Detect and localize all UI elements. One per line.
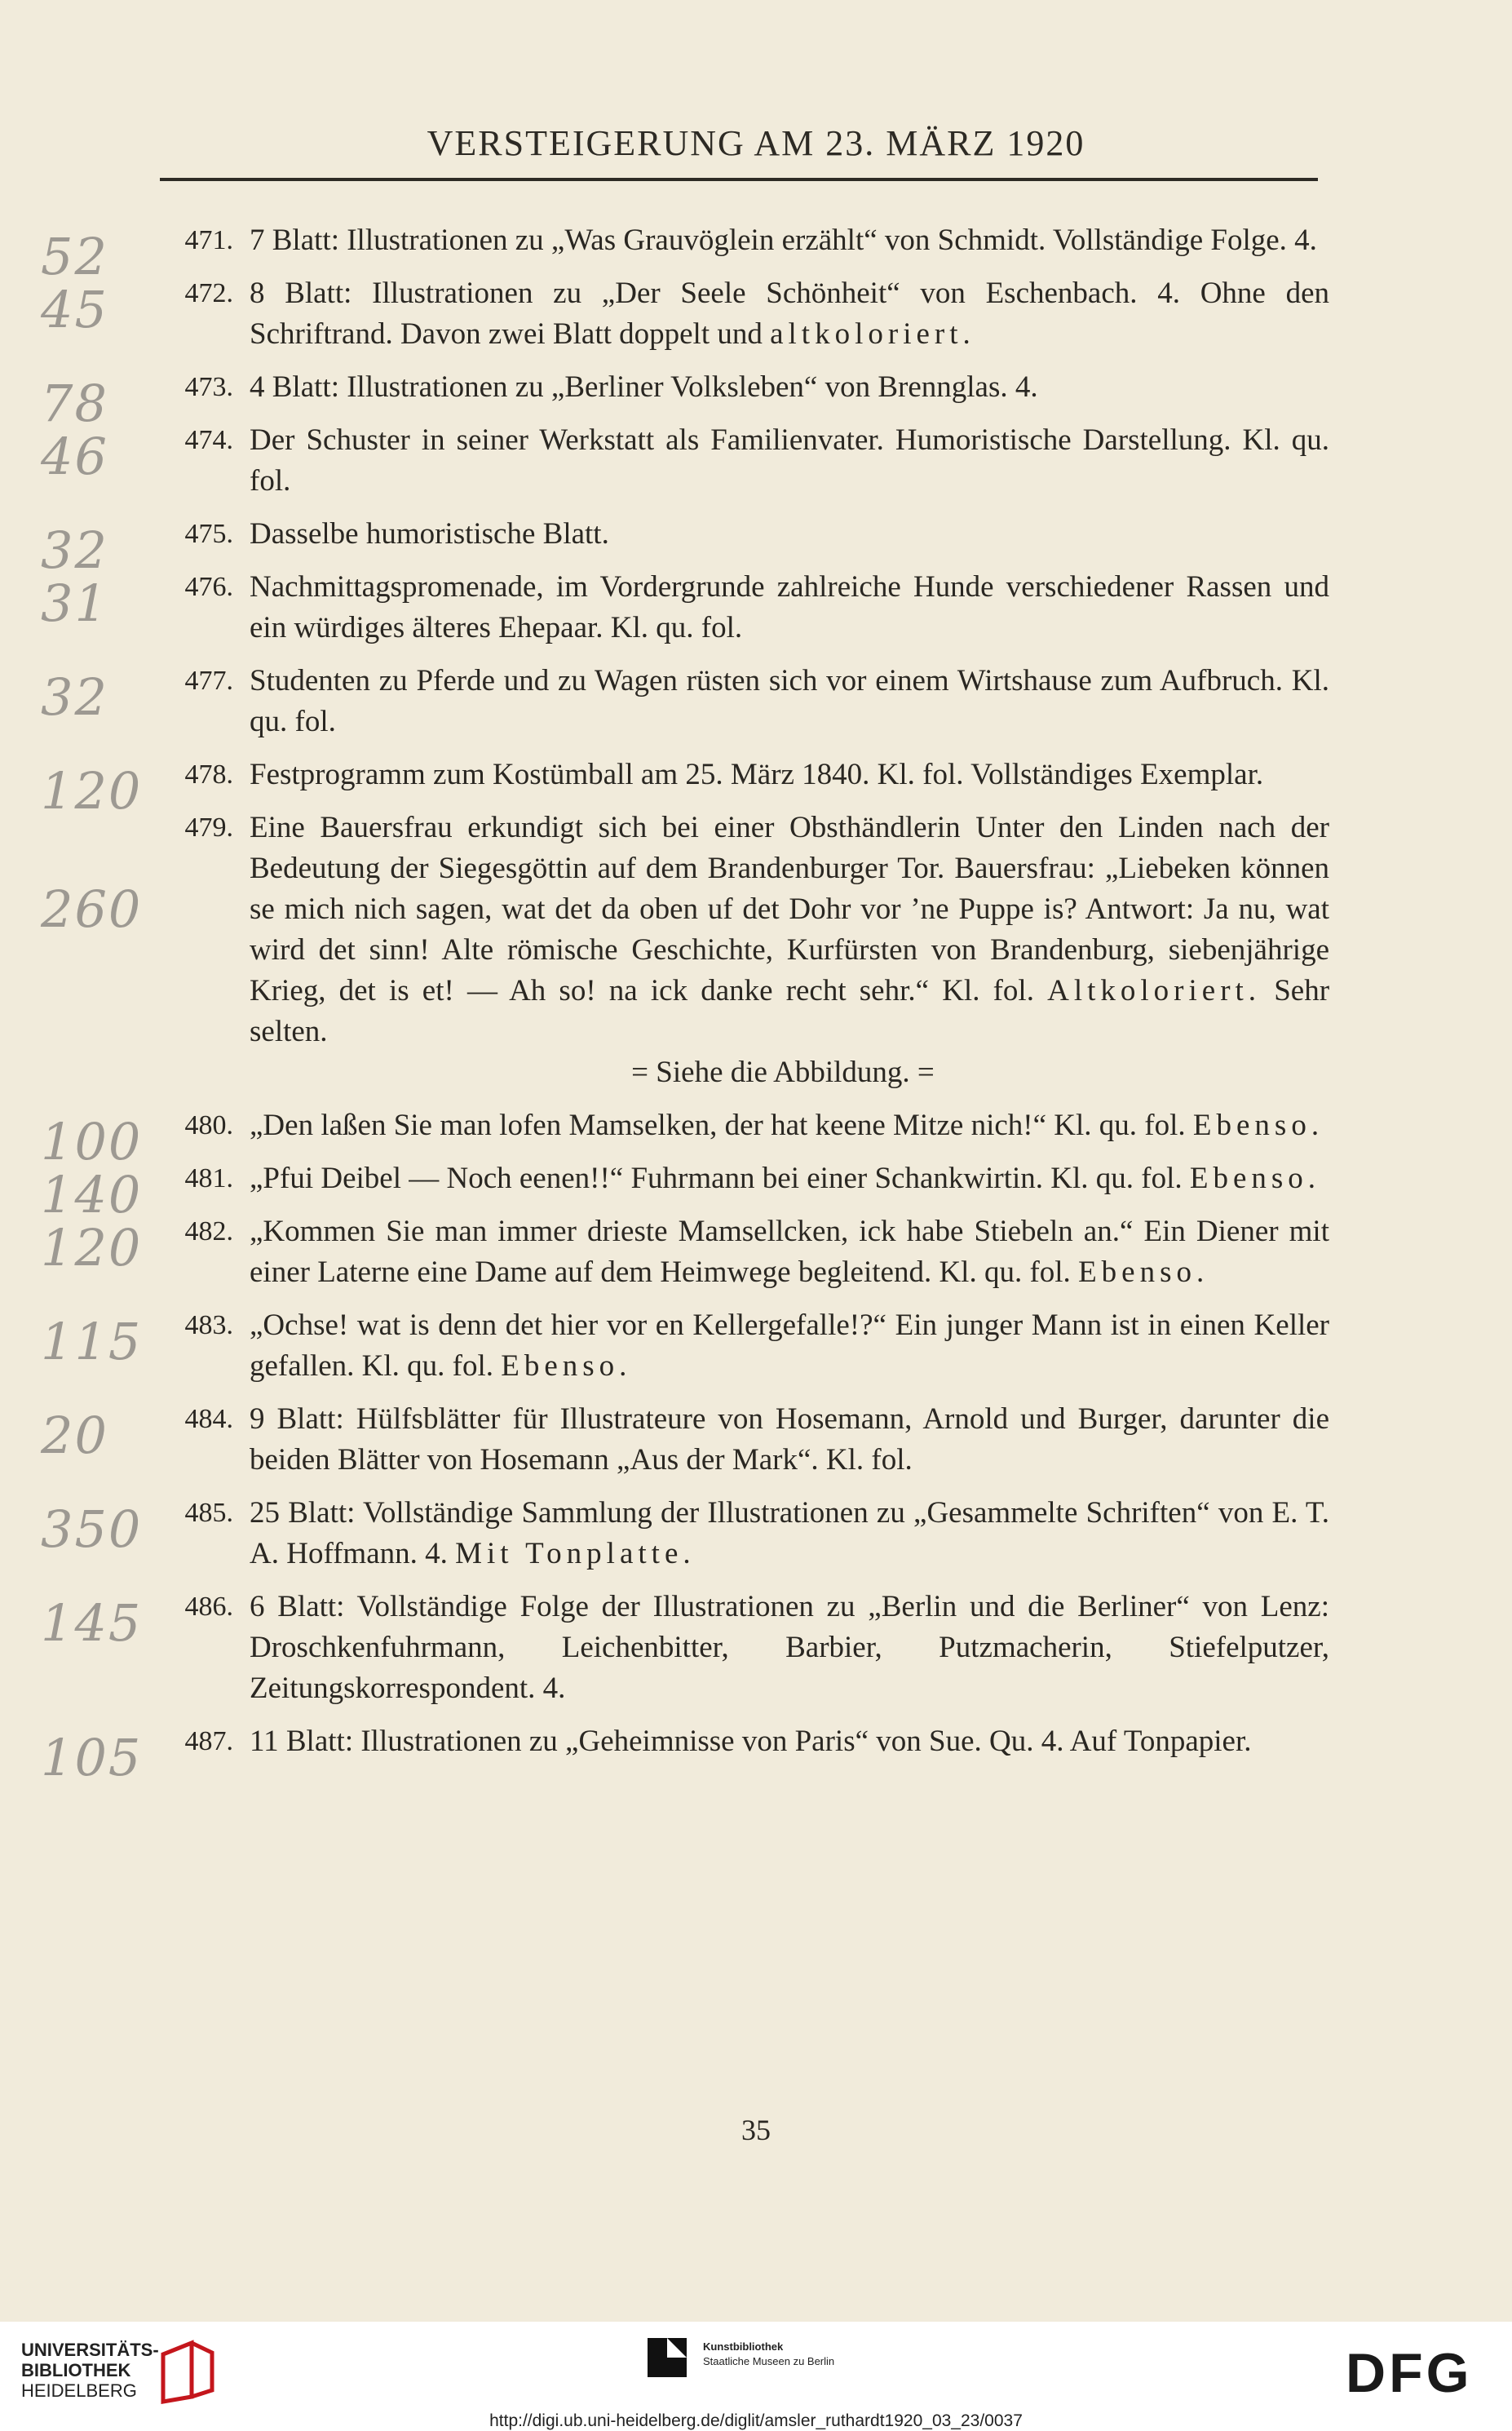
pencil-price: 52: [41, 227, 108, 286]
lot-number: 487.: [184, 1726, 233, 1756]
lot-description: [237, 1158, 1329, 1199]
pencil-price: 100: [41, 1112, 143, 1171]
lot-description: 9 Blatt: Hülfsblätter für Illustrateure von Hosemann, Arnold und Burger, darunter die beiden Blätter von Hosemann „Aus der Mark“. Kl. fol.: [250, 1402, 1329, 1477]
lot-text: 8 Blatt: Illustrationen zu „Der Seele Schönheit“ von Eschenbach. 4. Ohne den Schriftrand. Davon zwei Blatt doppelt und: [250, 277, 1329, 351]
lot-description: 4 Blatt: Illustrationen zu „Berliner Volksleben“ von Brennglas. 4.: [250, 370, 1038, 404]
kunstbibliothek-text: [703, 2340, 834, 2369]
lot-spaced-text: Ebenso.: [1078, 1255, 1209, 1289]
entry-474: [41, 420, 1329, 502]
entry-483: [41, 1305, 1329, 1387]
lot-description: [237, 1305, 1329, 1387]
lot-number: 481.: [184, 1163, 233, 1193]
lot-description: Dasselbe humoristische Blatt.: [250, 517, 609, 551]
entry-480: [41, 1105, 1329, 1171]
pencil-price: 32: [41, 667, 108, 727]
lot-number: 472.: [184, 278, 233, 308]
lot-number: 483.: [184, 1310, 233, 1340]
lot-spaced-text: Mit Tonplatte.: [455, 1537, 696, 1570]
page-number: 35: [741, 2114, 771, 2146]
lot-description: Nachmittagspromenade, im Vordergrunde zahlreiche Hunde verschiedener Rassen und ein würdiges älteres Ehepaar. Kl. qu. fol.: [250, 570, 1329, 644]
entry-487: [41, 1721, 1329, 1787]
pencil-price: 120: [41, 1218, 143, 1277]
uni-emblem-icon: [155, 2340, 220, 2405]
lot-description: 6 Blatt: Vollständige Folge der Illustrationen zu „Berlin und die Berliner“ von Lenz: Droschkenfuhrmann, Leichenbitter, Barbier, Putzmacherin, Stiefelputzer, Zeitungskorrespondent. 4.: [250, 1590, 1329, 1705]
lot-text: „Pfui Deibel — Noch eenen!!“ Fuhrmann bei einer Schankwirtin. Kl. qu. fol.: [250, 1162, 1183, 1195]
lot-number: 482.: [184, 1216, 233, 1246]
entry-478: [41, 755, 1329, 821]
logo-line: BIBLIOTHEK: [21, 2360, 131, 2380]
entry-471: [41, 220, 1329, 286]
lot-description: [237, 1211, 1329, 1293]
pencil-price: 350: [41, 1499, 143, 1559]
dfg-logo[interactable]: DFG: [1346, 2342, 1473, 2404]
header-rule: [160, 178, 1318, 181]
lot-number: 473.: [184, 372, 233, 402]
lot-number: 479.: [184, 813, 233, 843]
pencil-price: 140: [41, 1165, 143, 1224]
lot-text: 25 Blatt: Vollständige Sammlung der Illustrationen zu „Gesammelte Schriften“ von E. T. A. Hoffmann. 4.: [250, 1496, 1329, 1570]
catalog-entries: [41, 220, 1330, 1787]
pencil-price: 45: [41, 280, 108, 339]
lot-tail-text: Sehr selten.: [250, 974, 1330, 1048]
entry-479: [41, 808, 1330, 1093]
entry-484: [41, 1399, 1329, 1481]
lot-number: 474.: [184, 425, 233, 455]
pencil-price: 46: [41, 427, 108, 486]
lot-number: 478.: [184, 759, 233, 790]
lot-description: [237, 808, 1329, 1052]
lot-description: Studenten zu Pferde und zu Wagen rüsten sich vor einem Wirtshause zum Aufbruch. Kl. qu. fol.: [250, 664, 1329, 738]
lot-number: 471.: [184, 225, 233, 255]
lot-number: 477.: [184, 666, 233, 696]
pencil-price: 120: [41, 761, 143, 821]
lot-spaced-text: Ebenso.: [1189, 1162, 1321, 1195]
entry-482: [41, 1211, 1329, 1293]
pencil-price: 145: [41, 1593, 143, 1653]
footer-bar: [0, 2322, 1512, 2431]
entry-475: [41, 514, 1329, 580]
pencil-price: 260: [41, 879, 143, 939]
lot-number: 480.: [184, 1110, 233, 1140]
heidelberg-university-library-logo[interactable]: [21, 2340, 225, 2405]
entry-472: [41, 273, 1329, 355]
pencil-price: 20: [41, 1406, 108, 1465]
lot-description: [237, 1105, 1329, 1146]
entry-481: [41, 1158, 1329, 1224]
logo-line: UNIVERSITÄTS-: [21, 2340, 159, 2360]
figure-reference: = Siehe die Abbildung. =: [631, 1056, 935, 1089]
pencil-price: 31: [41, 573, 108, 633]
lot-spaced-text: Ebenso.: [1192, 1109, 1324, 1142]
lot-description: Festprogramm zum Kostümball am 25. März 1840. Kl. fol. Vollständiges Exemplar.: [250, 758, 1264, 791]
lot-text: „Kommen Sie man immer drieste Mamsellcken, ick habe Stiebeln an.“ Ein Diener mit einer Laterne eine Dame auf dem Heimwege begleitend. Kl. qu. fol.: [250, 1215, 1329, 1289]
lot-number: 475.: [184, 519, 233, 549]
lot-number: 484.: [184, 1404, 233, 1434]
entry-473: [41, 367, 1329, 433]
lot-number: 486.: [184, 1592, 233, 1622]
lot-text: „Den laßen Sie man lofen Mamselken, der hat keene Mitze nich!“ Kl. qu. fol.: [250, 1109, 1186, 1142]
kb-line: Staatliche Museen zu Berlin: [703, 2355, 835, 2367]
logo-line: HEIDELBERG: [21, 2380, 137, 2401]
lot-spaced-text: altkoloriert.: [770, 317, 975, 351]
kunstbibliothek-emblem-icon: [644, 2335, 690, 2380]
lot-description: [237, 1493, 1329, 1574]
entry-485: [41, 1493, 1329, 1574]
pencil-price: 105: [41, 1728, 143, 1787]
pencil-price: 115: [41, 1312, 143, 1371]
pencil-price: 78: [41, 374, 108, 433]
lot-description: Der Schuster in seiner Werkstatt als Familienvater. Humoristische Darstellung. Kl. qu. fol.: [250, 423, 1329, 498]
lot-number: 485.: [184, 1498, 233, 1528]
lot-description: 7 Blatt: Illustrationen zu „Was Grauvöglein erzählt“ von Schmidt. Vollständige Folge. 4.: [250, 224, 1317, 257]
pencil-price: 32: [41, 520, 108, 580]
lot-spaced-text: Ebenso.: [501, 1349, 632, 1383]
lot-spaced-text: Altkoloriert.: [1047, 974, 1262, 1007]
entry-476: [41, 567, 1329, 649]
entry-477: [41, 661, 1329, 742]
lot-number: 476.: [184, 572, 233, 602]
lot-text: „Ochse! wat is denn det hier vor en Kellergefalle!?“ Ein junger Mann ist in einen Keller gefallen. Kl. qu. fol.: [250, 1308, 1329, 1383]
lot-text: Eine Bauersfrau erkundigt sich bei einer Obsthändlerin Unter den Linden nach der Bedeutung der Siegesgöttin auf dem Brandenburger Tor. Bauersfrau: „Liebeken können se mich nich sagen, wat det da oben uf det Dohr vor ’ne Puppe is? Antwort: Ja nu, wat wird det sinn! Alte römische Geschichte, Kurfürsten von Brandenburg, siebenjährige Krieg, det is et! — Ah so! na ick danke recht sehr.“ Kl. fol.: [250, 811, 1329, 1007]
lot-description: 11 Blatt: Illustrationen zu „Geheimnisse von Paris“ von Sue. Qu. 4. Auf Tonpapier.: [250, 1725, 1252, 1758]
entry-486: [41, 1587, 1329, 1709]
kb-line: Kunstbibliothek: [703, 2340, 784, 2353]
lot-description: [237, 273, 1329, 355]
source-url[interactable]: http://digi.ub.uni-heidelberg.de/diglit/amsler_ruthardt1920_03_23/0037: [489, 2411, 1023, 2430]
kunstbibliothek-logo[interactable]: [644, 2335, 905, 2384]
page-header: VERSTEIGERUNG AM 23. MÄRZ 1920: [427, 123, 1085, 163]
